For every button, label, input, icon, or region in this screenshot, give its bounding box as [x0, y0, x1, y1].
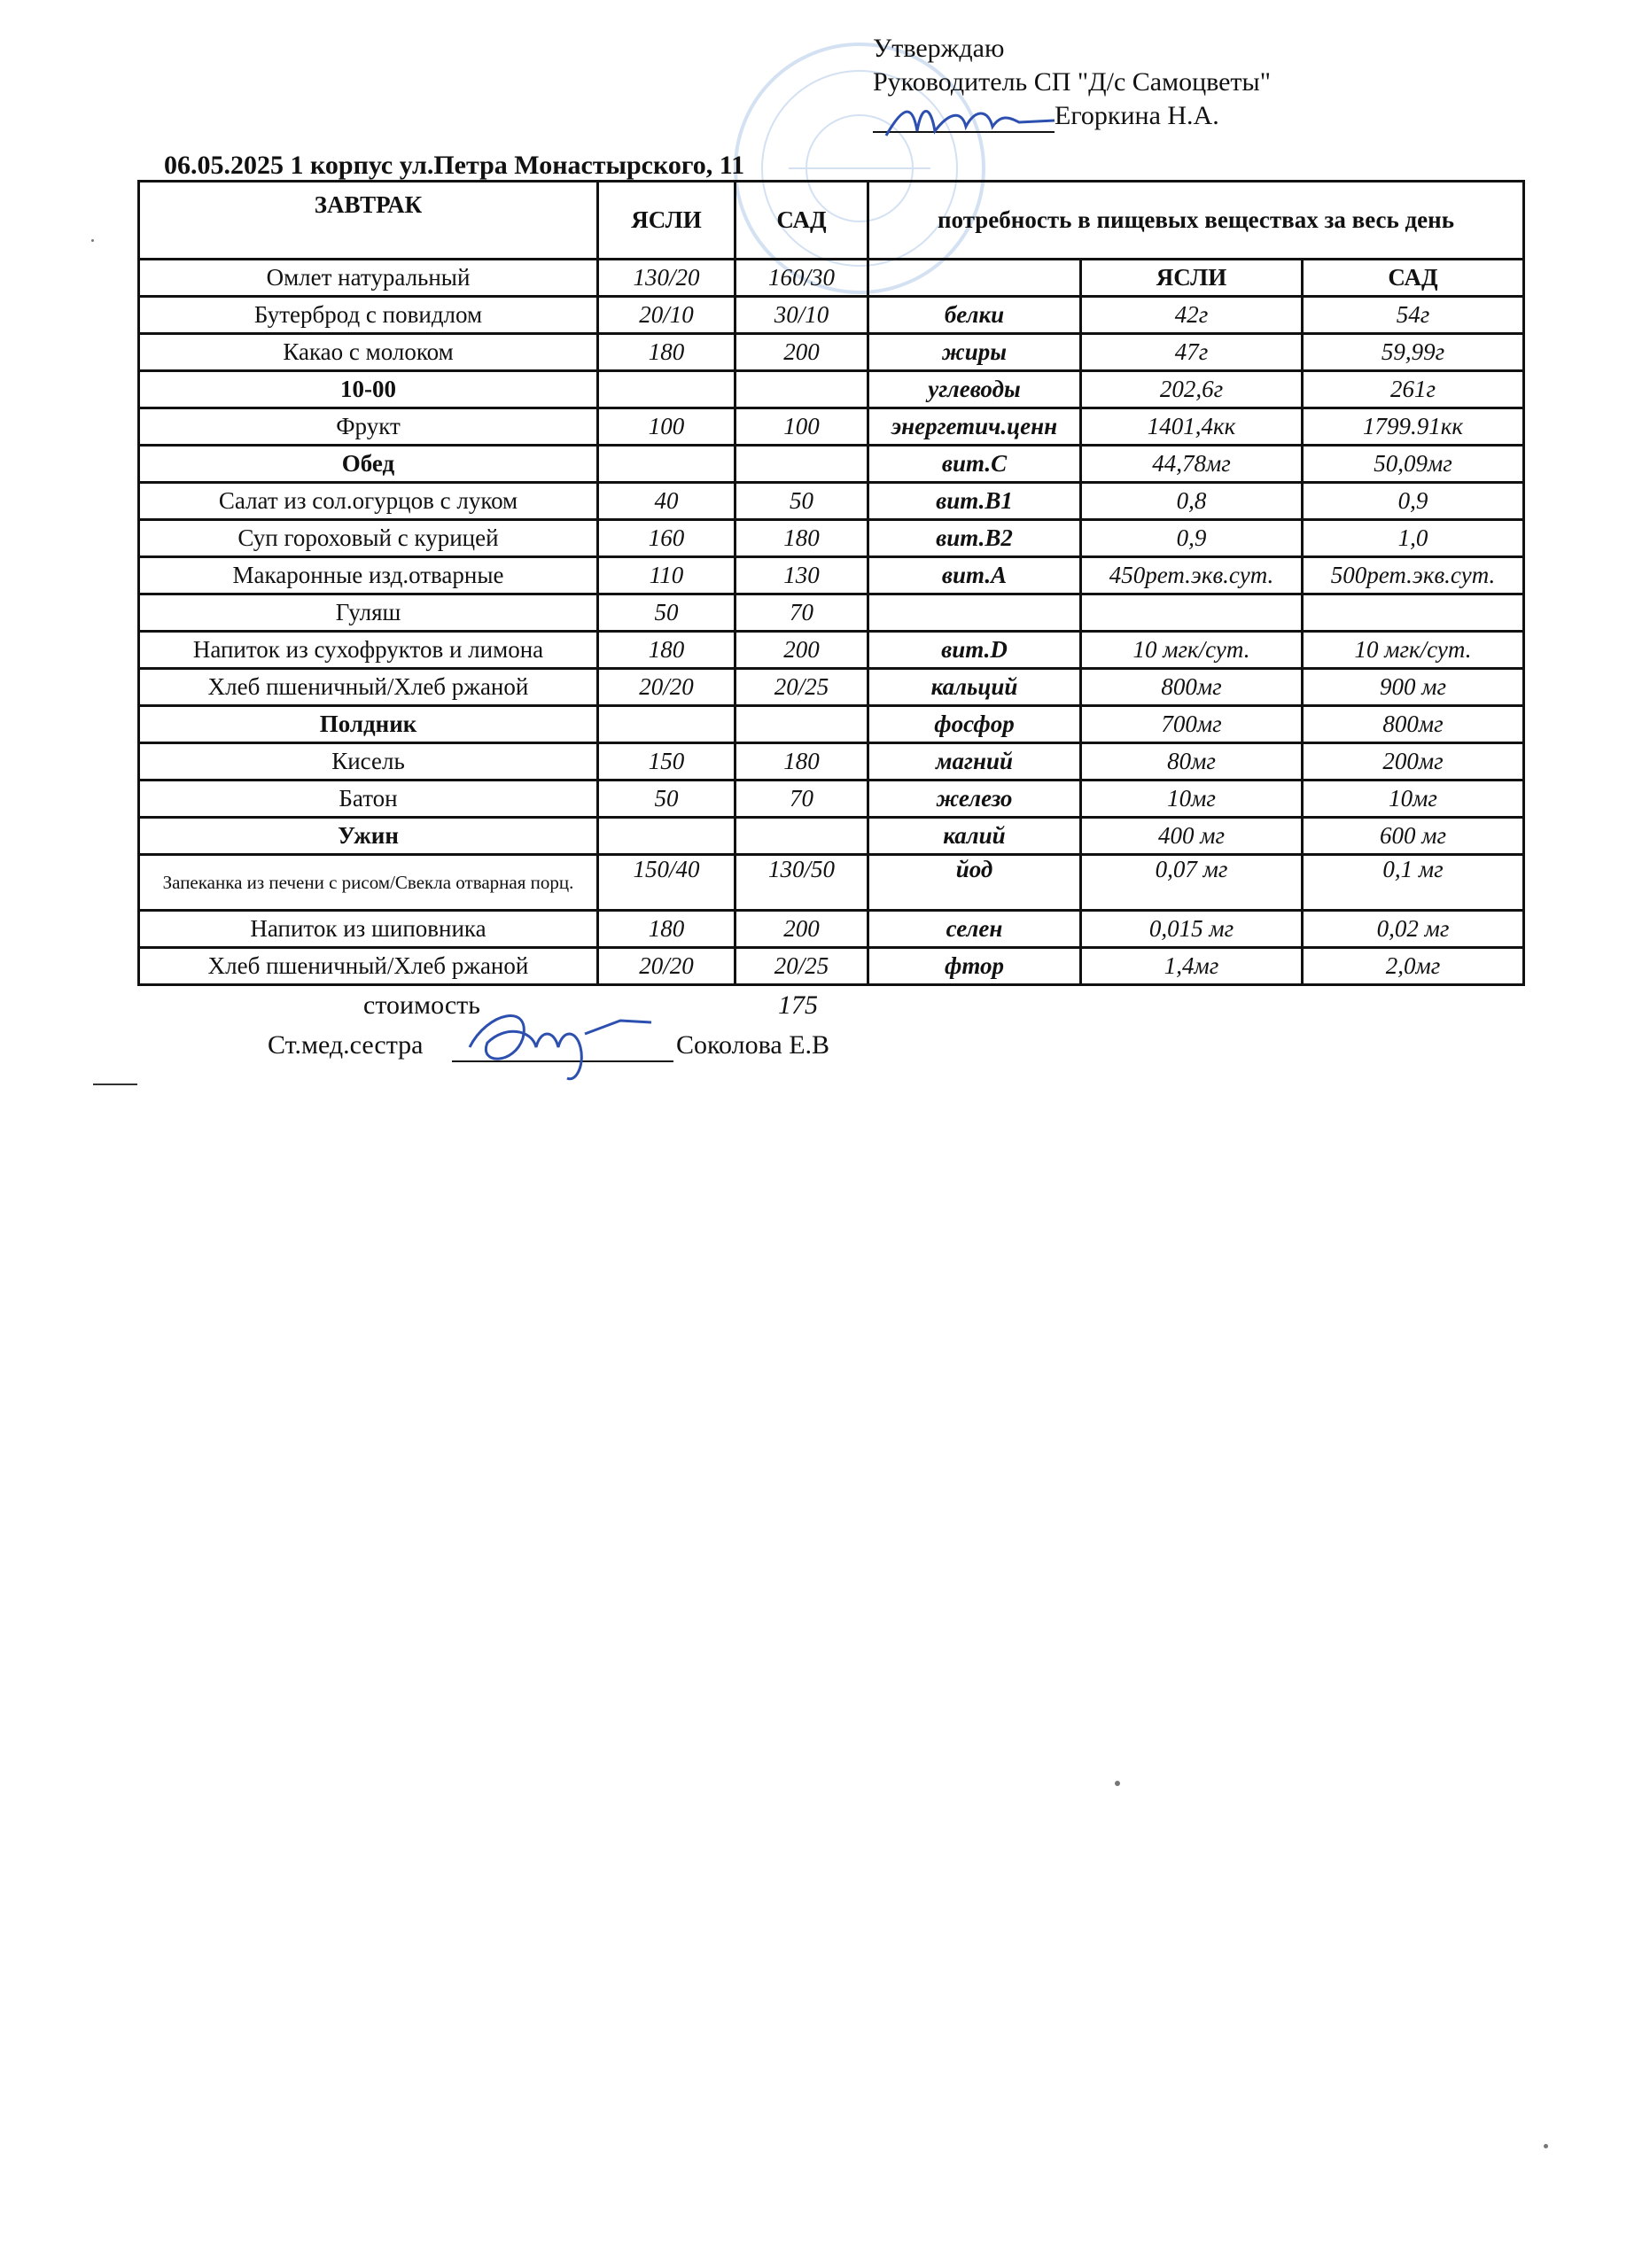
nursery-portion-cell: 180 — [598, 911, 735, 948]
page-title: 06.05.2025 1 корпус ул.Петра Монастырского, 11 — [164, 151, 745, 180]
nutrient-nursery-cell: 1401,4кк — [1081, 408, 1303, 446]
dish-cell: Батон — [139, 781, 598, 818]
table-row — [139, 911, 1524, 948]
dish-cell: Какао с молоком — [139, 334, 598, 371]
garden-portion-cell: 130/50 — [735, 855, 868, 911]
garden-portion-cell: 30/10 — [735, 297, 868, 334]
nursery-portion-cell: 150/40 — [598, 855, 735, 911]
garden-portion-cell — [735, 371, 868, 408]
nutrient-nursery-cell: 0,9 — [1081, 520, 1303, 557]
dish-cell: Хлеб пшеничный/Хлеб ржаной — [139, 669, 598, 706]
nutrient-nursery-cell: 0,8 — [1081, 483, 1303, 520]
nutrient-garden-cell: 1,0 — [1303, 520, 1524, 557]
nursery-portion-cell: 130/20 — [598, 260, 735, 297]
table-row — [139, 483, 1524, 520]
nutrient-garden-cell: 261г — [1303, 371, 1524, 408]
director-signature — [877, 96, 1063, 149]
scan-speck — [1115, 1781, 1120, 1786]
table-row — [139, 855, 1524, 911]
garden-portion-cell: 70 — [735, 594, 868, 632]
dish-cell: Кисель — [139, 743, 598, 781]
garden-portion-cell: 20/25 — [735, 948, 868, 985]
nutrient-cell: фосфор — [868, 706, 1081, 743]
garden-portion-cell: 100 — [735, 408, 868, 446]
nutrient-garden-cell: 50,09мг — [1303, 446, 1524, 483]
garden-portion-cell — [735, 446, 868, 483]
garden-portion-cell: 130 — [735, 557, 868, 594]
nutrient-cell — [868, 260, 1081, 297]
nursery-portion-cell — [598, 371, 735, 408]
nursery-portion-cell: 20/20 — [598, 669, 735, 706]
nutrient-cell: углеводы — [868, 371, 1081, 408]
nutrient-nursery-cell: 44,78мг — [1081, 446, 1303, 483]
table-row — [139, 818, 1524, 855]
nutrient-cell: йод — [868, 855, 1081, 911]
dish-cell: Фрукт — [139, 408, 598, 446]
garden-portion-cell: 200 — [735, 334, 868, 371]
nutrient-cell: кальций — [868, 669, 1081, 706]
nurse-label: Ст.мед.сестра — [268, 1030, 424, 1060]
nursery-portion-cell: 160 — [598, 520, 735, 557]
margin-dash — [93, 1084, 137, 1085]
table-row — [139, 743, 1524, 781]
nursery-portion-cell: 40 — [598, 483, 735, 520]
nursery-portion-cell: 20/10 — [598, 297, 735, 334]
nutrient-nursery-cell: 800мг — [1081, 669, 1303, 706]
header-meal: ЗАВТРАК — [139, 182, 598, 260]
nutrient-garden-cell — [1303, 594, 1524, 632]
nutrient-nursery-cell: 42г — [1081, 297, 1303, 334]
dish-cell: Полдник — [139, 706, 598, 743]
nutrient-garden-cell: 0,02 мг — [1303, 911, 1524, 948]
table-row — [139, 297, 1524, 334]
table-row — [139, 334, 1524, 371]
nutrient-nursery-cell: 202,6г — [1081, 371, 1303, 408]
garden-portion-cell — [735, 706, 868, 743]
nutrient-cell: вит.D — [868, 632, 1081, 669]
nutrient-nursery-cell: 450рет.экв.сут. — [1081, 557, 1303, 594]
garden-portion-cell: 50 — [735, 483, 868, 520]
garden-portion-cell: 20/25 — [735, 669, 868, 706]
nutrient-cell: энергетич.ценн — [868, 408, 1081, 446]
nurse-name: Соколова Е.В — [676, 1030, 830, 1060]
nutrient-cell: вит.С — [868, 446, 1081, 483]
nutrient-garden-cell: 600 мг — [1303, 818, 1524, 855]
dish-cell: Суп гороховый с курицей — [139, 520, 598, 557]
table-row — [139, 948, 1524, 985]
nutrient-nursery-cell: 80мг — [1081, 743, 1303, 781]
approval-title: Утверждаю — [873, 34, 1005, 63]
nutrient-cell — [868, 594, 1081, 632]
nursery-portion-cell: 180 — [598, 334, 735, 371]
nutrient-cell: вит.В1 — [868, 483, 1081, 520]
nutrient-garden-cell: 2,0мг — [1303, 948, 1524, 985]
nursery-portion-cell — [598, 706, 735, 743]
dish-cell: Гуляш — [139, 594, 598, 632]
table-row — [139, 408, 1524, 446]
nursery-portion-cell: 110 — [598, 557, 735, 594]
dish-cell: Омлет натуральный — [139, 260, 598, 297]
nutrient-nursery-cell: 10мг — [1081, 781, 1303, 818]
dish-cell: Хлеб пшеничный/Хлеб ржаной — [139, 948, 598, 985]
table-row — [139, 669, 1524, 706]
nutrient-garden-cell: 1799.91кк — [1303, 408, 1524, 446]
dish-cell: Напиток из сухофруктов и лимона — [139, 632, 598, 669]
header-nursery: ЯСЛИ — [598, 182, 735, 260]
nutrient-cell: жиры — [868, 334, 1081, 371]
garden-portion-cell: 200 — [735, 911, 868, 948]
nutrient-nursery-cell: 10 мгк/сут. — [1081, 632, 1303, 669]
dish-cell: Обед — [139, 446, 598, 483]
table-row — [139, 594, 1524, 632]
nutrient-nursery-cell — [1081, 594, 1303, 632]
nutrient-cell: вит.А — [868, 557, 1081, 594]
approval-name: Егоркина Н.А. — [1055, 101, 1219, 130]
nutrient-garden-cell: 800мг — [1303, 706, 1524, 743]
nutrient-cell: фтор — [868, 948, 1081, 985]
nursery-portion-cell: 100 — [598, 408, 735, 446]
nutrient-garden-cell: 0,9 — [1303, 483, 1524, 520]
nutrient-nursery-cell: 47г — [1081, 334, 1303, 371]
nutrient-cell: белки — [868, 297, 1081, 334]
dish-cell: Запеканка из печени с рисом/Свекла отварная порц. — [139, 855, 598, 911]
dish-cell: 10-00 — [139, 371, 598, 408]
table-row — [139, 371, 1524, 408]
table-row — [139, 520, 1524, 557]
menu-table — [137, 180, 1525, 986]
nutrient-nursery-cell: 0,07 мг — [1081, 855, 1303, 911]
dish-cell: Напиток из шиповника — [139, 911, 598, 948]
nutrient-garden-cell: 10 мгк/сут. — [1303, 632, 1524, 669]
nutrient-nursery-cell: 0,015 мг — [1081, 911, 1303, 948]
garden-portion-cell: 180 — [735, 520, 868, 557]
nutrient-garden-cell: 54г — [1303, 297, 1524, 334]
nutrient-nursery-cell: 700мг — [1081, 706, 1303, 743]
nurse-signature — [452, 994, 656, 1091]
garden-portion-cell: 200 — [735, 632, 868, 669]
table-row — [139, 706, 1524, 743]
table-row — [139, 632, 1524, 669]
dish-cell: Макаронные изд.отварные — [139, 557, 598, 594]
cost-label: стоимость — [363, 990, 480, 1020]
nursery-portion-cell: 180 — [598, 632, 735, 669]
nutrient-garden-cell: САД — [1303, 260, 1524, 297]
nutrient-garden-cell: 59,99г — [1303, 334, 1524, 371]
garden-portion-cell: 180 — [735, 743, 868, 781]
nutrient-garden-cell: 200мг — [1303, 743, 1524, 781]
table-row — [139, 557, 1524, 594]
nursery-portion-cell: 150 — [598, 743, 735, 781]
dish-cell: Салат из сол.огурцов с луком — [139, 483, 598, 520]
scan-speck — [1544, 2144, 1548, 2148]
nursery-portion-cell: 20/20 — [598, 948, 735, 985]
table-row — [139, 446, 1524, 483]
nursery-portion-cell: 50 — [598, 781, 735, 818]
table-header-row — [139, 182, 1524, 260]
dish-cell: Бутерброд с повидлом — [139, 297, 598, 334]
garden-portion-cell: 70 — [735, 781, 868, 818]
header-needs: потребность в пищевых веществах за весь день — [868, 182, 1524, 260]
nursery-portion-cell — [598, 446, 735, 483]
table-row — [139, 781, 1524, 818]
garden-portion-cell: 160/30 — [735, 260, 868, 297]
nutrient-nursery-cell: ЯСЛИ — [1081, 260, 1303, 297]
nutrient-cell: железо — [868, 781, 1081, 818]
cost-value: 175 — [778, 990, 818, 1020]
approval-position: Руководитель СП "Д/с Самоцветы" — [873, 67, 1271, 97]
nutrient-cell: селен — [868, 911, 1081, 948]
table-row — [139, 260, 1524, 297]
nutrient-garden-cell: 500рет.экв.сут. — [1303, 557, 1524, 594]
nutrient-nursery-cell: 400 мг — [1081, 818, 1303, 855]
garden-portion-cell — [735, 818, 868, 855]
nutrient-cell: калий — [868, 818, 1081, 855]
nutrient-garden-cell: 10мг — [1303, 781, 1524, 818]
scan-speck — [91, 239, 94, 242]
nutrient-cell: магний — [868, 743, 1081, 781]
nursery-portion-cell — [598, 818, 735, 855]
header-garden: САД — [735, 182, 868, 260]
nutrient-nursery-cell: 1,4мг — [1081, 948, 1303, 985]
nutrient-cell: вит.В2 — [868, 520, 1081, 557]
nursery-portion-cell: 50 — [598, 594, 735, 632]
nutrient-garden-cell: 0,1 мг — [1303, 855, 1524, 911]
dish-cell: Ужин — [139, 818, 598, 855]
nutrient-garden-cell: 900 мг — [1303, 669, 1524, 706]
